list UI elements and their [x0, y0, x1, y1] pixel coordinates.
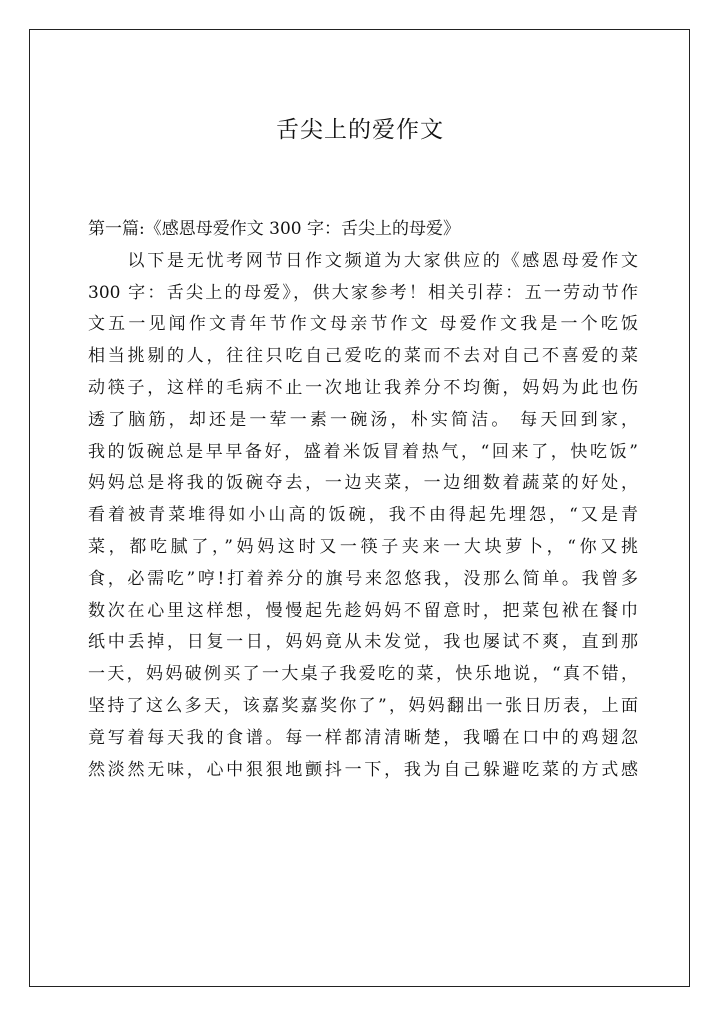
body-line: 然淡然无味，心中狠狠地颤抖一下，我为自己躲避吃菜的方式感	[88, 759, 638, 780]
document-body	[88, 214, 638, 786]
body-line: 妈妈总是将我的饭碗夺去，一边夹菜，一边细数着蔬菜的好处，	[88, 473, 638, 494]
body-line: 第一篇:《感恩母爱作文 300 字：舌尖上的母爱》	[88, 219, 460, 239]
body-line: 我的饭碗总是早早备好，盛着米饭冒着热气，“回来了，快吃饭”	[88, 441, 638, 462]
body-line: 菜，都吃腻了，”妈妈这时又一筷子夹来一大块萝卜，“你又挑	[88, 536, 638, 557]
body-line: 以下是无忧考网节日作文频道为大家供应的《感恩母爱作文	[88, 250, 638, 271]
body-line: 动筷子，这样的毛病不止一次地让我养分不均衡，妈妈为此也伤	[88, 377, 638, 398]
body-line: 一天，妈妈破例买了一大桌子我爱吃的菜，快乐地说，“真不错，	[88, 664, 638, 685]
body-line: 300 字：舌尖上的母爱》，供大家参考！相关引荐：五一劳动节作	[88, 282, 638, 303]
body-line: 坚持了这么多天，该嘉奖嘉奖你了”，妈妈翻出一张日历表，上面	[88, 695, 638, 716]
body-line: 看着被青菜堆得如小山高的饭碗，我不由得起先埋怨，“又是青	[88, 505, 638, 526]
body-line: 纸中丢掉，日复一日，妈妈竟从未发觉，我也屡试不爽，直到那	[88, 632, 638, 653]
document-title: 舌尖上的爱作文	[276, 117, 444, 143]
body-line: 文五一见闻作文青年节作文母亲节作文 母爱作文我是一个吃饭	[88, 314, 638, 335]
body-line: 竟写着每天我的食谱。每一样都清清晰楚，我嚼在口中的鸡翅忽	[88, 727, 638, 748]
body-line: 食，必需吃”哼!打着养分的旗号来忽悠我，没那么简单。我曾多	[88, 568, 638, 589]
body-line: 相当挑剔的人，往往只吃自己爱吃的菜而不去对自己不喜爱的菜	[88, 346, 638, 367]
body-line: 数次在心里这样想，慢慢起先趁妈妈不留意时，把菜包袱在餐巾	[88, 600, 638, 621]
body-line: 透了脑筋，却还是一荤一素一碗汤，朴实简洁。 每天回到家，	[88, 409, 638, 430]
